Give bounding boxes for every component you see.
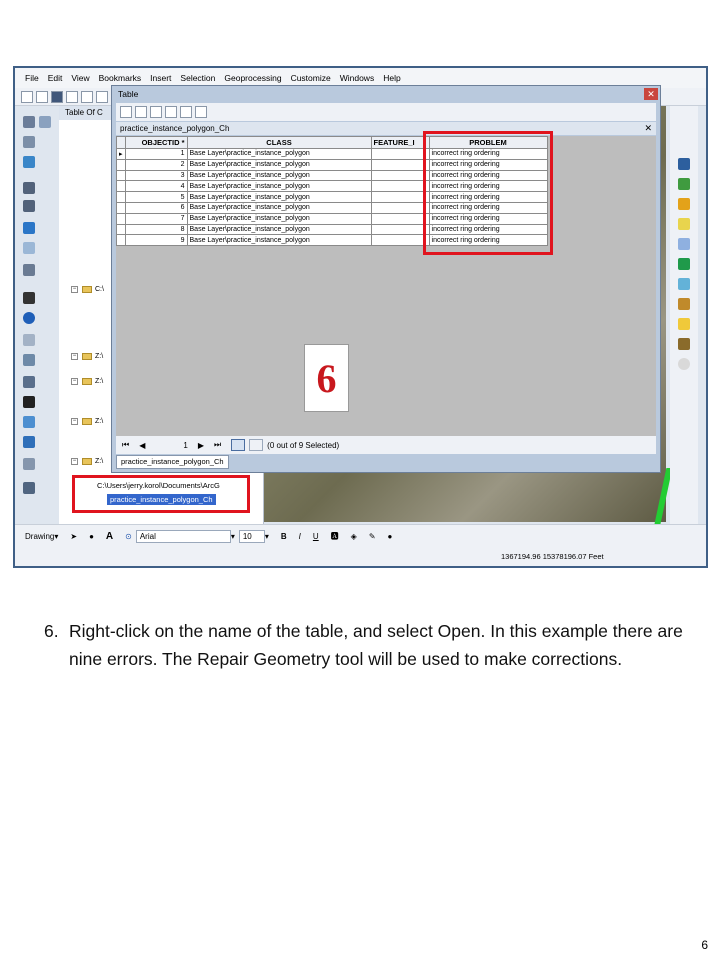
cell-objectid: 1 — [125, 149, 187, 160]
font-icon: ⊙ — [125, 532, 132, 541]
measure-icon[interactable] — [23, 376, 35, 388]
identify-icon[interactable] — [23, 312, 35, 324]
close-table-tab-icon[interactable]: ✕ — [644, 123, 652, 133]
switch-selection-icon[interactable] — [165, 106, 177, 118]
cell-feature-id — [371, 149, 429, 160]
next-record-icon[interactable]: ▶ — [197, 440, 204, 450]
python-icon[interactable] — [678, 218, 690, 230]
selection-status: (0 out of 9 Selected) — [267, 440, 340, 450]
catalog-icon[interactable] — [678, 198, 690, 210]
menu-item-help[interactable]: Help — [383, 73, 401, 83]
table-window-title: Table — [118, 89, 139, 99]
cell-objectid: 5 — [125, 192, 187, 203]
underline-button[interactable]: U — [312, 532, 319, 541]
star-icon[interactable] — [678, 318, 690, 330]
cell-feature-id — [371, 235, 429, 246]
last-record-icon[interactable]: ⏭ — [213, 440, 222, 449]
cell-class: Base Layer\practice_instance_polygon — [187, 213, 371, 224]
html-popup-icon[interactable] — [23, 354, 35, 366]
cell-class: Base Layer\practice_instance_polygon — [187, 149, 371, 160]
cell-class: Base Layer\practice_instance_polygon — [187, 235, 371, 246]
table-name: practice_instance_polygon_Ch — [120, 124, 230, 133]
cell-problem: incorrect ring ordering — [429, 235, 547, 246]
arctoolbox-icon[interactable] — [678, 178, 690, 190]
chevron-down-icon[interactable]: ▾ — [54, 532, 59, 541]
row-selector[interactable] — [117, 181, 126, 192]
right-toolbar — [670, 106, 698, 526]
table-navigation-bar — [116, 436, 656, 454]
cell-feature-id — [371, 213, 429, 224]
globe-icon[interactable] — [23, 156, 35, 168]
model-builder-icon[interactable] — [678, 238, 690, 250]
row-selector[interactable] — [117, 170, 126, 181]
cell-problem: incorrect ring ordering — [429, 224, 547, 235]
row-selector[interactable] — [117, 213, 126, 224]
row-selector[interactable] — [117, 224, 126, 235]
chevron-down-icon[interactable]: ▾ — [230, 532, 235, 541]
previous-record-icon[interactable]: ◀ — [139, 440, 146, 450]
problem-column-highlight — [423, 131, 553, 255]
cell-feature-id — [371, 170, 429, 181]
column-header-objectid[interactable]: OBJECTID * — [125, 137, 187, 149]
cell-objectid: 9 — [125, 235, 187, 246]
layer-highlight — [72, 475, 250, 513]
page-number: 6 — [701, 938, 708, 952]
toc-folder-label: Z:\ — [95, 352, 104, 360]
chevron-down-icon[interactable]: ▾ — [264, 532, 269, 541]
time-slider-icon[interactable] — [23, 458, 35, 470]
table-options-toolbar — [116, 103, 656, 121]
cell-problem: incorrect ring ordering — [429, 181, 547, 192]
menu-item-geoprocessing[interactable]: Geoprocessing — [224, 73, 282, 83]
find-route-icon[interactable] — [23, 416, 35, 428]
folder-icon — [82, 418, 92, 425]
show-all-records-icon[interactable] — [231, 439, 245, 451]
editor-icon[interactable] — [678, 258, 690, 270]
menu-item-insert[interactable]: Insert — [150, 73, 172, 83]
topology-icon[interactable] — [678, 278, 690, 290]
forward-arrow-icon[interactable] — [23, 242, 35, 254]
column-header-problem[interactable]: PROBLEM — [429, 137, 547, 149]
marker-color-icon[interactable]: ● — [387, 532, 393, 541]
row-selector[interactable] — [117, 159, 126, 170]
cell-class: Base Layer\practice_instance_polygon — [187, 224, 371, 235]
row-selector-header — [117, 137, 126, 149]
close-icon[interactable]: ✕ — [644, 88, 658, 100]
cell-objectid: 4 — [125, 181, 187, 192]
toc-layer-practice-instance-polygon[interactable]: practice_instance_polygon_Ch — [107, 494, 216, 505]
folder-icon — [82, 286, 92, 293]
cell-objectid: 8 — [125, 224, 187, 235]
pan-icon[interactable] — [23, 136, 35, 148]
font-color-icon[interactable]: 🅰 — [330, 532, 339, 541]
toc-title: Table Of C — [59, 106, 263, 120]
clear-selection-icon[interactable] — [180, 106, 192, 118]
column-header-class[interactable]: CLASS — [187, 137, 371, 149]
cell-class: Base Layer\practice_instance_polygon — [187, 202, 371, 213]
font-name-select[interactable]: Arial — [136, 530, 231, 543]
back-arrow-icon[interactable] — [23, 222, 35, 234]
coordinates-readout: 1367194.96 15378196.07 Feet — [501, 552, 604, 561]
related-tables-icon[interactable] — [135, 106, 147, 118]
row-selector[interactable] — [117, 202, 126, 213]
select-elements-icon[interactable] — [23, 292, 35, 304]
go-to-xy-icon[interactable] — [23, 436, 35, 448]
step-number-callout: 6 — [304, 344, 349, 412]
caption-number: 6. — [44, 621, 59, 641]
row-selector[interactable] — [117, 192, 126, 203]
print-icon[interactable] — [66, 91, 78, 103]
folder-icon — [82, 458, 92, 465]
zoom-out-icon[interactable] — [39, 116, 51, 128]
folder-icon — [82, 378, 92, 385]
menu-item-selection[interactable]: Selection — [180, 73, 216, 83]
cell-feature-id — [371, 224, 429, 235]
current-record[interactable]: 1 — [183, 440, 188, 450]
menu-item-edit[interactable]: Edit — [47, 73, 63, 83]
line-color-icon[interactable]: ✎ — [368, 532, 376, 541]
expand-toggle[interactable]: − — [72, 285, 77, 292]
toc-folder-label: Z:\ — [95, 417, 104, 425]
circle-tool-icon[interactable] — [678, 358, 690, 370]
cell-class: Base Layer\practice_instance_polygon — [187, 181, 371, 192]
menu-item-view[interactable]: View — [71, 73, 90, 83]
bold-button[interactable]: B — [280, 532, 287, 541]
point-marker-icon[interactable]: ● — [89, 532, 94, 541]
menu-item-windows[interactable]: Windows — [339, 73, 375, 83]
cell-feature-id — [371, 159, 429, 170]
row-selector[interactable] — [117, 235, 126, 246]
menu-item-file[interactable]: File — [25, 73, 39, 83]
italic-button[interactable]: I — [298, 532, 301, 541]
open-folder-icon[interactable] — [36, 91, 48, 103]
attribute-grid — [116, 136, 656, 436]
new-document-icon[interactable] — [21, 91, 33, 103]
cell-objectid: 2 — [125, 159, 187, 170]
cell-problem: incorrect ring ordering — [429, 149, 547, 160]
menu-item-customize[interactable]: Customize — [290, 73, 331, 83]
find-binoculars-icon[interactable] — [23, 396, 35, 408]
cut-icon[interactable] — [81, 91, 93, 103]
table-options-icon[interactable] — [120, 106, 132, 118]
create-viewer-icon[interactable] — [23, 482, 35, 494]
drawing-menu[interactable]: Drawing — [25, 532, 55, 541]
tools-toolbar — [19, 112, 53, 512]
zoom-in-icon[interactable] — [23, 116, 35, 128]
cell-objectid: 3 — [125, 170, 187, 181]
hyperlink-icon[interactable] — [23, 334, 35, 346]
drawing-toolbar — [15, 524, 706, 548]
fill-color-icon[interactable]: ◈ — [350, 532, 357, 541]
text-tool[interactable]: A — [105, 531, 114, 542]
select-pointer-icon[interactable]: ➤ — [70, 532, 78, 541]
cell-problem: incorrect ring ordering — [429, 170, 547, 181]
save-icon[interactable] — [51, 91, 63, 103]
cell-feature-id — [371, 192, 429, 203]
column-header-feature-id[interactable]: FEATURE_I — [371, 137, 429, 149]
cell-problem: incorrect ring ordering — [429, 159, 547, 170]
attributes-icon[interactable] — [678, 298, 690, 310]
delete-selected-icon[interactable] — [195, 106, 207, 118]
show-selected-records-icon[interactable] — [249, 439, 263, 451]
table-name-header — [116, 122, 656, 135]
expand-toggle[interactable]: − — [72, 457, 77, 464]
cell-problem: incorrect ring ordering — [429, 202, 547, 213]
expand-toggle[interactable]: − — [72, 377, 77, 384]
fixed-zoom-out-icon[interactable] — [23, 200, 35, 212]
select-by-attributes-icon[interactable] — [150, 106, 162, 118]
table-window — [111, 85, 661, 473]
folder-icon — [82, 353, 92, 360]
pencil-icon[interactable] — [678, 338, 690, 350]
cell-problem: incorrect ring ordering — [429, 213, 547, 224]
cell-class: Base Layer\practice_instance_polygon — [187, 192, 371, 203]
instruction-caption — [44, 617, 684, 673]
toc-folder-label: C:\ — [95, 285, 104, 293]
search-icon[interactable] — [678, 158, 690, 170]
cell-feature-id — [371, 202, 429, 213]
fixed-zoom-in-icon[interactable] — [23, 182, 35, 194]
cell-class: Base Layer\practice_instance_polygon — [187, 170, 371, 181]
status-bar — [15, 548, 706, 566]
menu-item-bookmarks[interactable]: Bookmarks — [98, 73, 142, 83]
first-record-icon[interactable]: ⏮ — [122, 440, 130, 449]
cell-objectid: 6 — [125, 202, 187, 213]
toc-folder-label: Z:\ — [95, 377, 104, 385]
expand-toggle[interactable]: − — [72, 417, 77, 424]
toc-layer-path: C:\Users\jerry.korol\Documents\ArcG — [97, 481, 220, 490]
table-tab[interactable]: practice_instance_polygon_Ch — [116, 455, 229, 469]
cell-problem: incorrect ring ordering — [429, 192, 547, 203]
select-features-icon[interactable] — [23, 264, 35, 276]
copy-icon[interactable] — [96, 91, 108, 103]
cell-objectid: 7 — [125, 213, 187, 224]
font-size-select[interactable]: 10 — [239, 530, 265, 543]
row-selector[interactable]: ▸ — [117, 149, 126, 160]
expand-toggle[interactable]: − — [72, 352, 77, 359]
cell-class: Base Layer\practice_instance_polygon — [187, 159, 371, 170]
cell-feature-id — [371, 181, 429, 192]
caption-text: Right-click on the name of the table, and select Open. In this example there are nine errors. The Repair Geometry tool will be used to make corrections. — [69, 621, 683, 669]
toc-folder-label: Z:\ — [95, 457, 104, 465]
